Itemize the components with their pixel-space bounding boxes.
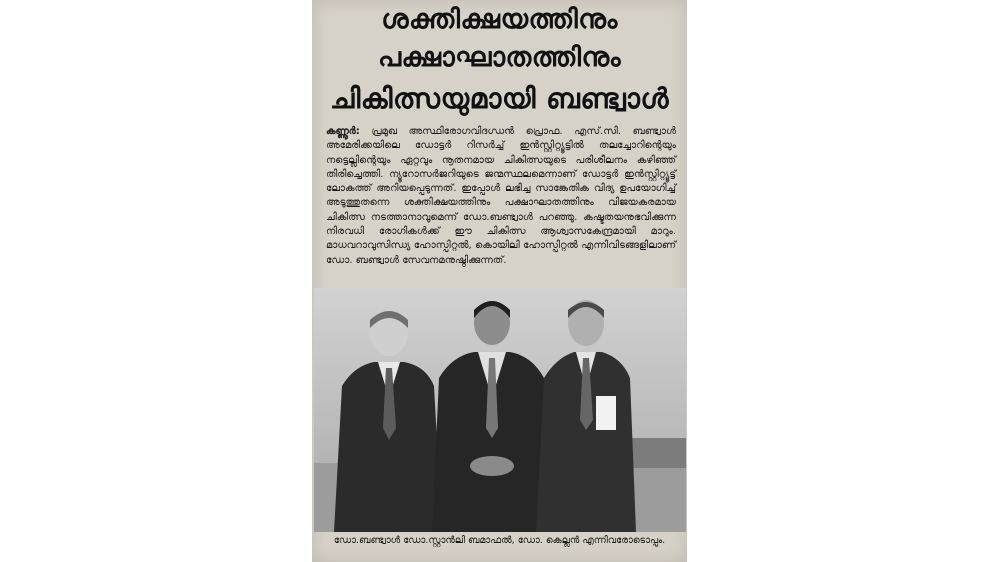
- photo-caption: ഡോ.ബണ്ട്വാൾ ഡോ.സ്റ്റാൻലി ബമാഫൽ, ഡോ. കെല്ലൻ എന്നിവരോടൊപ്പം.: [333, 535, 666, 546]
- photo-three-men-illustration: [314, 288, 686, 532]
- article-body-text: പ്രമുഖ അസ്ഥിരോഗവിദഗ്ധൻ പ്രൊഫ. എസ്.സി. ബണ്ട്വാൾ അമേരിക്കയിലെ ഡോട്ടർ റിസർച്ച് ഇൻസ്റ്റിറ്റ്യൂട്ടിൽ തലച്ചോറിന്റെയും നട്ടെല്ലിന്റെയും ഏറ്റവും നൂതനമായ ചികിത്സയുടെ പരിശീലനം കഴിഞ്ഞ് തിരിച്ചെത്തി. ന്യൂറോസർജറിയുടെ ജന്മസ്ഥലമെന്നാണ് ഡോട്ടർ ഇൻസ്റ്റിറ്റ്യൂട്ട് ലോകത്ത് അറിയപ്പെടുന്നത്. ഇപ്പോൾ ലഭിച്ച സാങ്കേതിക വിദ്യ ഉപയോഗിച്ച് അടുത്തുതന്നെ ശക്തിക്ഷയത്തിനും പക്ഷാഘാതത്തിനും വിജയകരമായ ചികിത്സ നടത്താനാവുമെന്ന് ഡോ.ബണ്ട്വാൾ പറഞ്ഞു. കഷ്ടതയനുഭവിക്കുന്ന നിരവധി രോഗികൾക്ക് ഈ ചികിത്സ ആശ്വാസകേന്ദ്രമായി മാറും. മാധവറാവുസിന്ധ്യ ഹോസ്പിറ്റൽ, കൊയിലി ഹോസ്പിറ്റൽ എന്നിവിടങ്ങളിലാണ് ഡോ. ബണ്ട്വാൾ സേവനമനുഷ്ഠിക്കുന്നത്.: [326, 126, 676, 266]
- headline-line-3: ചികിത്സയുമായി ബണ്ട്വാൾ: [330, 82, 669, 115]
- dateline: കണ്ണൂർ:: [326, 126, 360, 137]
- article-photo: [314, 288, 686, 532]
- newspaper-clipping: [312, 0, 687, 562]
- headline-line-1: ശക്തിക്ഷയത്തിനും: [381, 4, 618, 35]
- article-body: [326, 125, 676, 268]
- headline-line-2: പക്ഷാഘാതത്തിനും: [377, 42, 622, 73]
